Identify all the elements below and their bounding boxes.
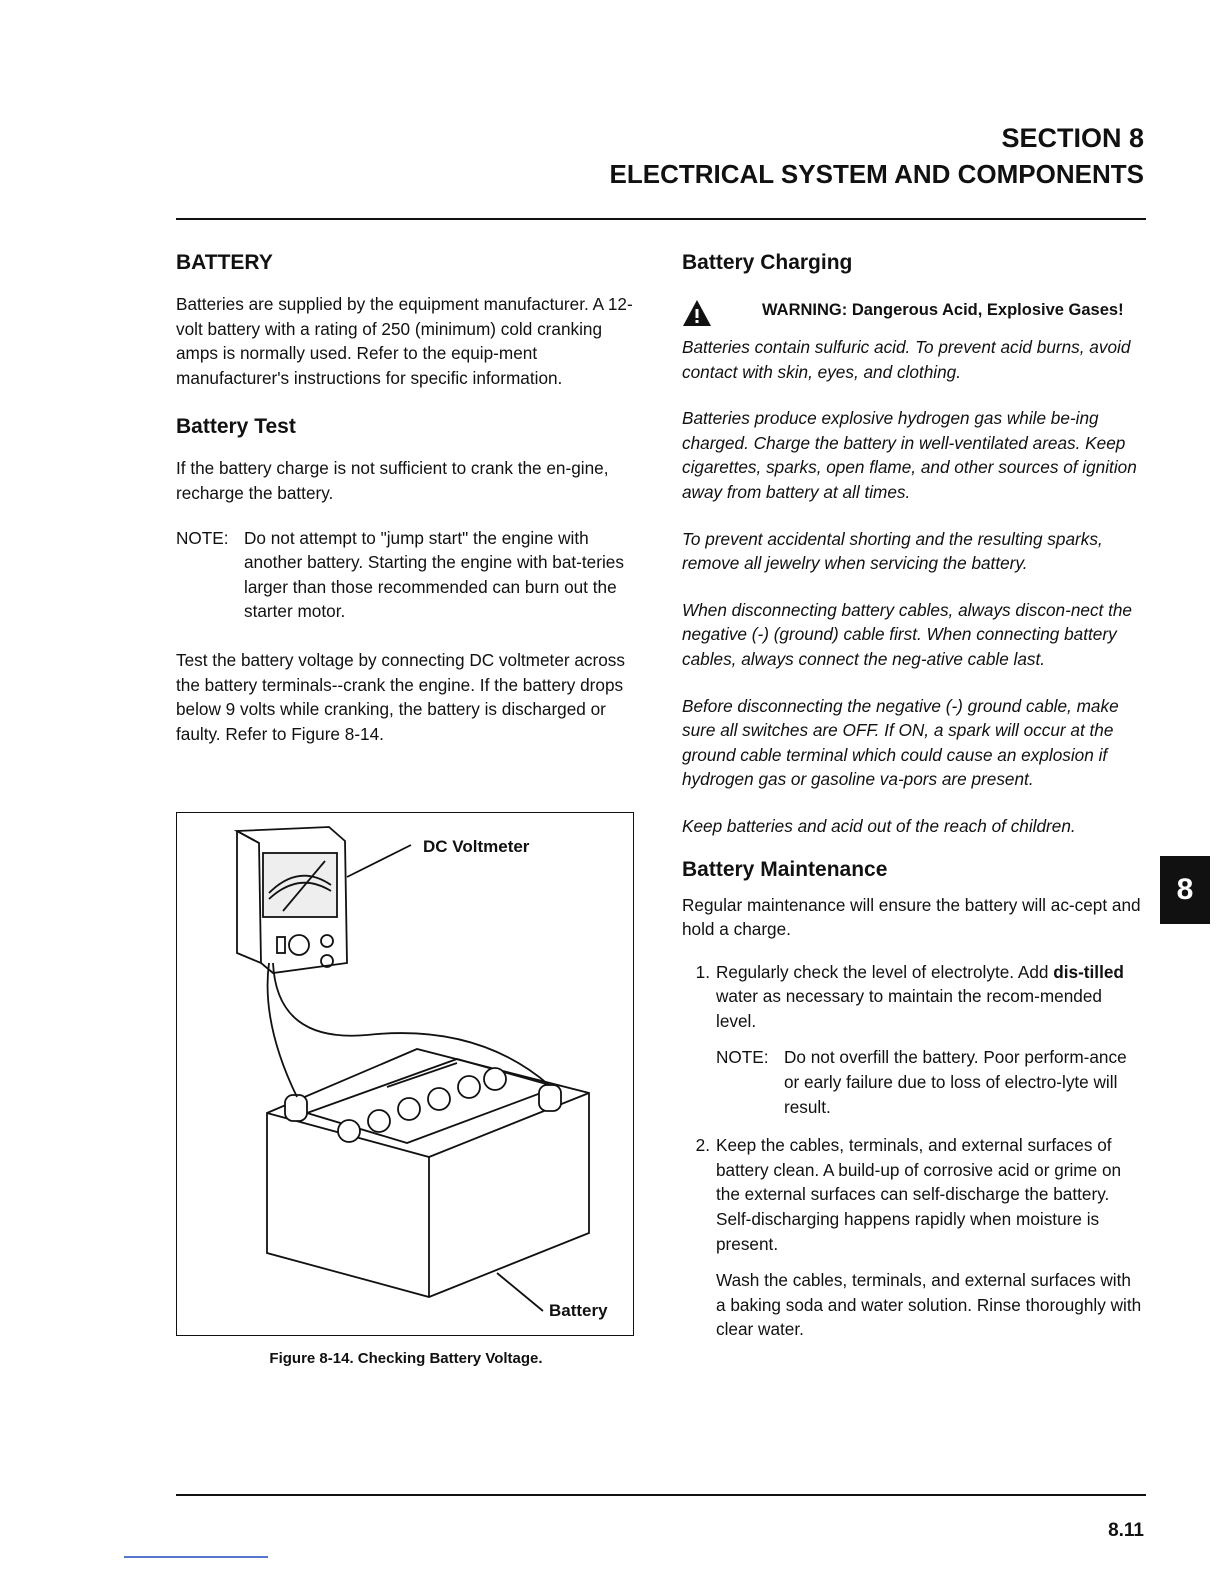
figure-caption: Figure 8-14. Checking Battery Voltage. (269, 1350, 543, 1367)
battery-heading: BATTERY (176, 251, 273, 274)
list-item-text: Regularly check the level of electrolyte. Add (716, 961, 1054, 982)
jump-start-note (176, 526, 636, 624)
battery-test-text: If the battery charge is not sufficient to crank the en-gine, recharge the battery. (176, 458, 609, 503)
section-tab: 8 (1160, 856, 1210, 924)
note-text: Do not attempt to "jump start" the engine with another battery. Starting the engine with bat-teries larger than those recommended can burn out the starter motor. (244, 527, 624, 622)
list-item-bold: dis-tilled (1053, 961, 1124, 982)
warning-paragraph-1: Batteries contain sulfuric acid. To prevent acid burns, avoid contact with skin, eyes, and clothing. (682, 337, 1131, 382)
section-header (610, 120, 1144, 192)
note-label: NOTE: (716, 1047, 769, 1068)
list-item-number: 1. (695, 961, 710, 982)
section-title: ELECTRICAL SYSTEM AND COMPONENTS (609, 159, 1144, 189)
battery-charging-heading: Battery Charging (682, 251, 853, 274)
list-item-number: 2. (695, 1135, 710, 1156)
list-item (682, 960, 1144, 1120)
section-number: SECTION 8 (1001, 123, 1144, 153)
maintenance-text: Regular maintenance will ensure the battery will ac-cept and hold a charge. (682, 894, 1141, 940)
footer-blue-line (124, 1556, 268, 1558)
battery-label: Battery (549, 1301, 608, 1320)
warning-icon (682, 298, 762, 333)
list-item-text-end: water as necessary to maintain the recom-mended level. (716, 986, 1102, 1031)
warning-paragraph-5: Before disconnecting the negative (-) ground cable, make sure all switches are OFF. If ON, a spark will occur at the ground cable terminal which could cause an explosion if hydrogen gas or gasoline va-pors are present. (682, 695, 1119, 790)
page-number: 8.11 (1108, 1520, 1144, 1541)
warning-title: WARNING: Dangerous Acid, Explosive Gases! (762, 301, 1124, 319)
battery-test-heading: Battery Test (176, 415, 296, 439)
right-column (682, 248, 1144, 1342)
battery-maintenance-heading: Battery Maintenance (682, 857, 888, 881)
warning-paragraph-6: Keep batteries and acid out of the reach of children. (682, 815, 1076, 836)
maintenance-list (682, 960, 1144, 1342)
warning-paragraph-3: To prevent accidental shorting and the resulting sparks, remove all jewelry when servicing the battery. (682, 528, 1103, 574)
warning-paragraph-2: Batteries produce explosive hydrogen gas while be-ing charged. Charge the battery in well-ventilated areas. Keep cigarettes, sparks, open flame, and other sources of ignition away from battery at all times. (682, 408, 1137, 502)
figure-box (176, 812, 634, 1336)
voltmeter-battery-illustration (177, 813, 632, 1334)
warning-paragraph-4: When disconnecting battery cables, always discon-nect the negative (-) (ground) cable first. When connecting battery cables, always connect the neg-ative cable last. (682, 599, 1132, 669)
list-item-subtext: Wash the cables, terminals, and external surfaces with a baking soda and water solution. Rinse thoroughly with clear water. (716, 1270, 1142, 1340)
note-text: Do not overfill the battery. Poor perform-ance or early failure due to loss of electro-lyte will result. (784, 1047, 1127, 1117)
warning-block (682, 298, 1144, 333)
note-label: NOTE: (176, 527, 229, 548)
list-item-text: Keep the cables, terminals, and external surfaces of battery clean. A build-up of corrosive acid or grime on the external surfaces can self-discharge the battery. Self-discharging happens rapidly when moisture is present. (716, 1135, 1122, 1254)
voltage-test-text: Test the battery voltage by connecting DC voltmeter across the battery terminals--crank the engine. If the battery drops below 9 volts while cranking, the battery is discharged or faulty. Refer to Figure 8-14. (176, 649, 625, 744)
overfill-note (716, 1045, 1144, 1119)
voltmeter-label: DC Voltmeter (423, 837, 530, 856)
header-rule (176, 218, 1146, 220)
list-item (682, 1133, 1144, 1342)
footer-rule (176, 1494, 1146, 1496)
left-column (176, 248, 636, 746)
battery-text: Batteries are supplied by the equipment manufacturer. A 12-volt battery with a rating of 250 (minimum) cold cranking amps is normally used. Refer to the equip-ment manufacturer's instructions for specific information. (176, 294, 633, 388)
